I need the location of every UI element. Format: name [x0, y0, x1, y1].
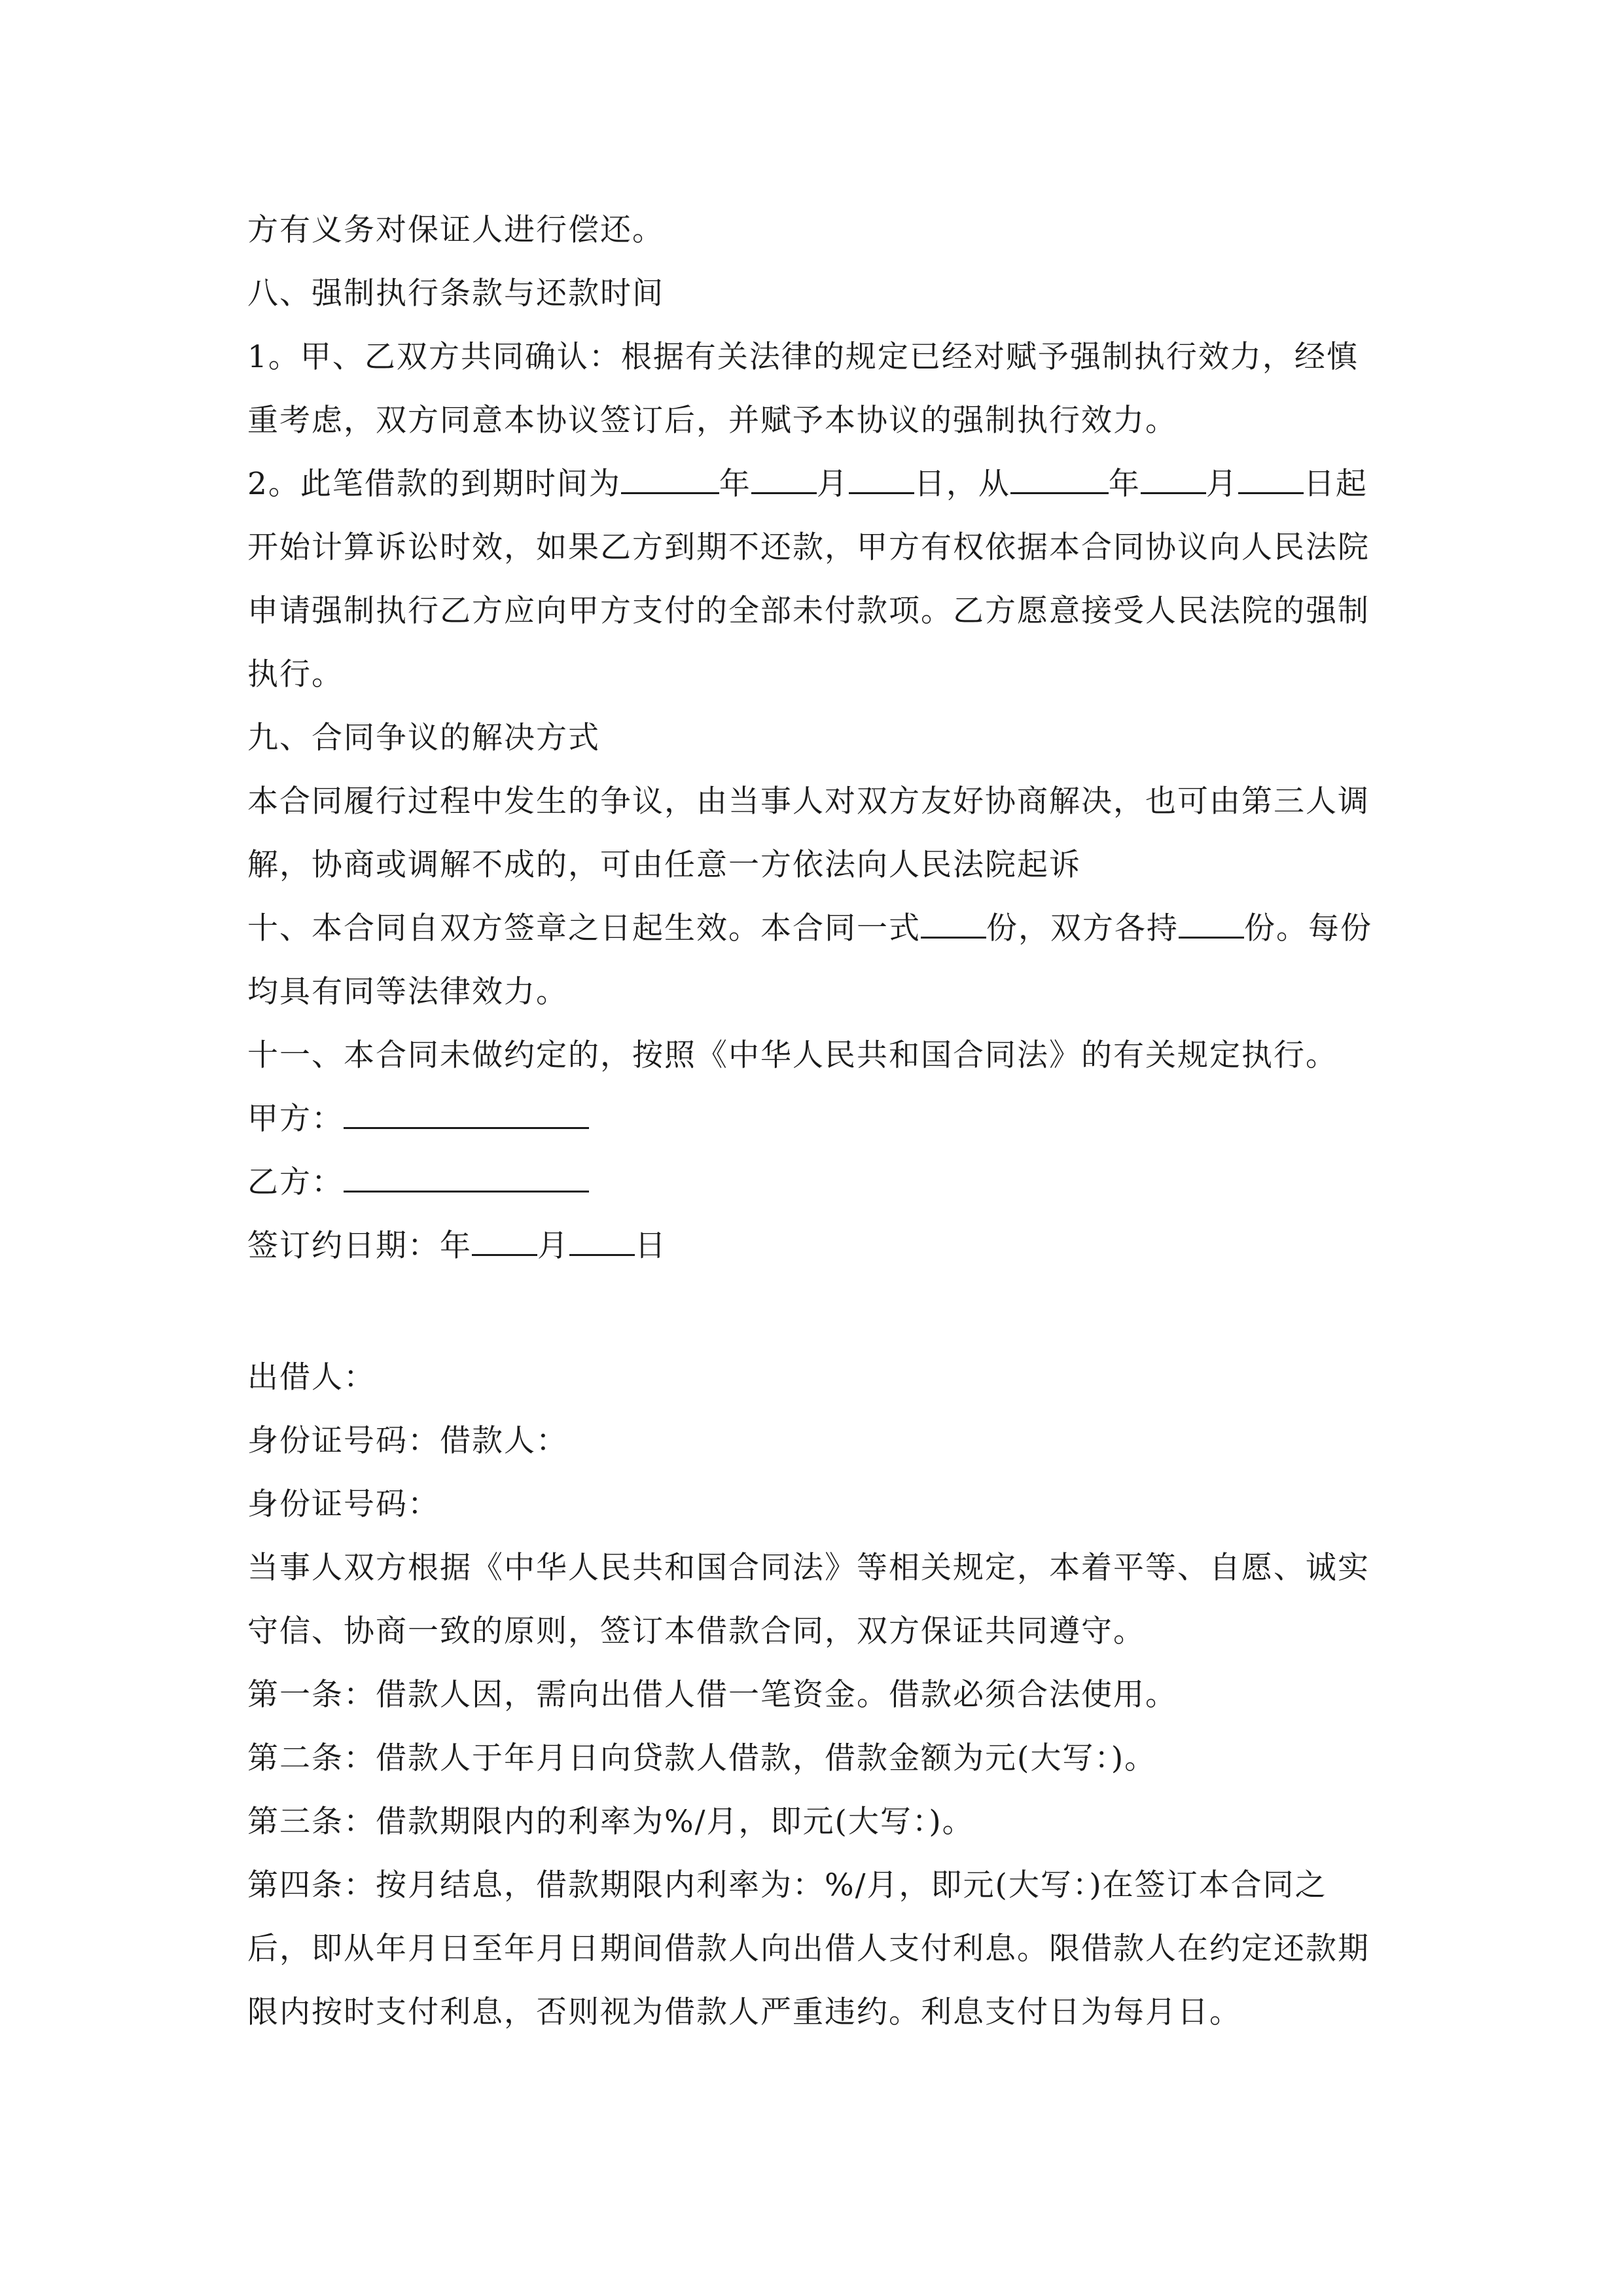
blank-sign-month [472, 1225, 537, 1256]
clause-10-text-1: 十、本合同自双方签章之日起生效。本合同一式 [247, 910, 921, 946]
party-a-signature-line [344, 1098, 589, 1129]
blank-start-month [1141, 463, 1206, 494]
clause-8-2 [247, 452, 1374, 706]
clause-8-2-text-5: 年 [1108, 466, 1141, 502]
blank-due-day [849, 463, 914, 494]
article-1: 第一条：借款人因，需向出借人借一笔资金。借款必须合法使用。 [247, 1677, 1177, 1713]
party-a-label: 甲方： [247, 1101, 344, 1137]
clause-10-text-3: 份。每份均具有同等法律效力。 [247, 910, 1372, 1010]
signature-party-b [247, 1151, 1374, 1214]
contract-intro: 当事人双方根据《中华人民共和国合同法》等相关规定，本着平等、自愿、诚实守信、协商一致的原则，签订本借款合同，双方保证共同遵守。 [247, 1550, 1370, 1649]
blank-start-year [1010, 463, 1109, 494]
party-b-label: 乙方： [247, 1164, 344, 1200]
clause-11: 十一、本合同未做约定的，按照《中华人民共和国合同法》的有关规定执行。 [247, 1037, 1338, 1073]
signing-date-month: 月 [537, 1228, 569, 1264]
clause-9-text: 本合同履行过程中发生的争议，由当事人对双方友好协商解决，也可由第三人调解，协商或调解不成的，可由任意一方依法向人民法院起诉 [247, 783, 1370, 883]
id-number-label: 身份证号码： [247, 1486, 440, 1522]
lender-label: 出借人： [247, 1359, 376, 1395]
clause-10-text-2: 份，双方各持 [986, 910, 1179, 946]
signature-party-a [247, 1087, 1374, 1151]
clause-8-2-text-2: 年 [719, 466, 751, 502]
signing-date-day: 日 [635, 1228, 667, 1264]
signing-date [247, 1214, 1374, 1278]
heading-article-8: 八、强制执行条款与还款时间 [247, 276, 664, 312]
blank-due-month [751, 463, 817, 494]
id-and-borrower-label: 身份证号码：借款人： [247, 1423, 568, 1459]
clause-8-2-text-7: 日起开始计算诉讼时效，如果乙方到期不还款，甲方有权依据本合同协议向人民法院申请强制执行乙方应向甲方支付的全部未付款项。乙方愿意接受人民法院的强制执行。 [247, 466, 1370, 692]
continuation-line: 方有义务对保证人进行偿还。 [247, 212, 664, 248]
blank-due-year [621, 463, 719, 494]
blank-copies-total [921, 908, 986, 939]
clause-10 [247, 897, 1374, 1024]
blank-start-day [1238, 463, 1304, 494]
clause-8-2-text-4: 日，从 [914, 466, 1010, 502]
clause-8-1: 1。甲、乙双方共同确认：根据有关法律的规定已经对赋予强制执行效力，经慎重考虑，双方同意本协议签订后，并赋予本协议的强制执行效力。 [247, 339, 1359, 439]
article-2: 第二条：借款人于年月日向贷款人借款，借款金额为元(大写：)。 [247, 1740, 1157, 1776]
blank-copies-each [1179, 908, 1244, 939]
clause-8-2-text-6: 月 [1205, 466, 1238, 502]
blank-sign-day [569, 1225, 635, 1256]
clause-8-2-text-3: 月 [816, 466, 849, 502]
article-3: 第三条：借款期限内的利率为%/月，即元(大写：)。 [247, 1804, 974, 1840]
article-4: 第四条：按月结息，借款期限内利率为：%/月，即元(大写：)在签订本合同之后，即从年月日至年月日期间借款人向出借人支付利息。限借款人在约定还款期限内按时支付利息，否则视为借款人严重违约。利息支付日为每月日。 [247, 1867, 1370, 2030]
signing-date-label: 签订约日期：年 [247, 1228, 472, 1264]
party-b-signature-line [344, 1162, 589, 1193]
clause-8-2-text-1: 2。此笔借款的到期时间为 [247, 466, 621, 502]
heading-article-9: 九、合同争议的解决方式 [247, 720, 600, 756]
